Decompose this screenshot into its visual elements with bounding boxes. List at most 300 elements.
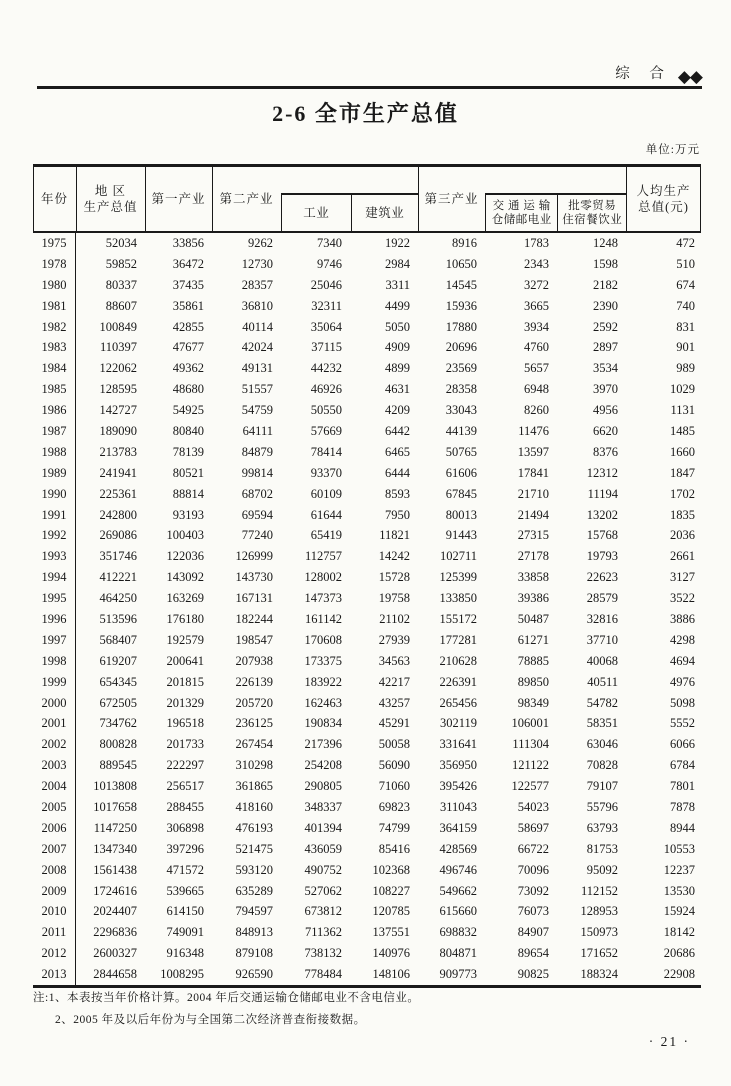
value-cell: 120785 <box>372 904 410 919</box>
value-cell: 241941 <box>99 465 137 480</box>
value-cell: 1347340 <box>93 841 137 856</box>
table-row <box>33 609 701 630</box>
value-cell: 1724616 <box>93 883 137 898</box>
value-cell: 173375 <box>304 653 342 668</box>
value-cell: 99814 <box>241 465 273 480</box>
value-cell: 4760 <box>524 340 549 355</box>
year-cell: 1995 <box>33 588 76 609</box>
value-cell: 128953 <box>580 904 618 919</box>
col-transport-label-1: 交 通 运 输 <box>492 200 551 212</box>
year-cell: 2007 <box>33 839 76 860</box>
value-cell: 926590 <box>235 967 273 982</box>
value-cell: 916348 <box>166 946 204 961</box>
table-header <box>33 164 701 233</box>
table-row <box>33 337 701 358</box>
value-cell: 1008295 <box>160 967 204 982</box>
value-cell: 4209 <box>385 403 410 418</box>
value-cell: 619207 <box>99 653 137 668</box>
table-row <box>33 860 701 881</box>
value-cell: 42855 <box>172 319 204 334</box>
value-cell: 177281 <box>439 632 477 647</box>
value-cell: 2024407 <box>93 904 137 919</box>
year-cell: 2013 <box>33 964 76 985</box>
value-cell: 311043 <box>439 799 477 814</box>
value-cell: 122062 <box>99 361 137 376</box>
value-cell: 804871 <box>439 946 477 961</box>
value-cell: 472 <box>676 235 695 250</box>
value-cell: 749091 <box>166 925 204 940</box>
value-cell: 7801 <box>670 779 695 794</box>
value-cell: 57669 <box>310 423 342 438</box>
table-row <box>33 400 701 421</box>
value-cell: 3934 <box>524 319 549 334</box>
value-cell: 222297 <box>166 758 204 773</box>
value-cell: 28358 <box>445 382 477 397</box>
value-cell: 12312 <box>586 465 618 480</box>
value-cell: 1248 <box>593 235 618 250</box>
value-cell: 738132 <box>304 946 342 961</box>
year-cell: 1984 <box>33 358 76 379</box>
value-cell: 37435 <box>172 277 204 292</box>
value-cell: 593120 <box>235 862 273 877</box>
value-cell: 14545 <box>445 277 477 292</box>
value-cell: 61644 <box>310 507 342 522</box>
value-cell: 59852 <box>105 256 137 271</box>
year-cell: 1982 <box>33 317 76 338</box>
value-cell: 11476 <box>518 423 549 438</box>
value-cell: 54925 <box>172 403 204 418</box>
value-cell: 28579 <box>586 591 618 606</box>
col-primary-label: 第一产业 <box>151 192 206 206</box>
value-cell: 4956 <box>593 403 618 418</box>
table-row <box>33 693 701 714</box>
year-cell: 1991 <box>33 505 76 526</box>
table-row <box>33 755 701 776</box>
value-cell: 7340 <box>317 235 342 250</box>
value-cell: 3534 <box>593 361 618 376</box>
value-cell: 711362 <box>304 925 342 940</box>
value-cell: 40114 <box>242 319 273 334</box>
value-cell: 490752 <box>304 862 342 877</box>
value-cell: 12730 <box>241 256 273 271</box>
value-cell: 2984 <box>385 256 410 271</box>
col-trade <box>557 195 626 231</box>
value-cell: 80013 <box>445 507 477 522</box>
value-cell: 3665 <box>524 298 549 313</box>
value-cell: 8944 <box>670 820 695 835</box>
value-cell: 226391 <box>439 674 477 689</box>
value-cell: 37115 <box>311 340 342 355</box>
col-industry <box>282 195 351 231</box>
value-cell: 112757 <box>304 549 342 564</box>
value-cell: 40068 <box>586 653 618 668</box>
value-cell: 74799 <box>378 820 410 835</box>
header-rule <box>37 86 702 89</box>
value-cell: 112152 <box>580 883 618 898</box>
value-cell: 78139 <box>172 444 204 459</box>
value-cell: 831 <box>676 319 695 334</box>
table-row <box>33 233 701 254</box>
value-cell: 50765 <box>445 444 477 459</box>
value-cell: 15728 <box>378 570 410 585</box>
value-cell: 395426 <box>439 779 477 794</box>
value-cell: 6444 <box>385 465 410 480</box>
value-cell: 6784 <box>670 758 695 773</box>
value-cell: 13202 <box>586 507 618 522</box>
value-cell: 12237 <box>663 862 695 877</box>
value-cell: 614150 <box>166 904 204 919</box>
value-cell: 170608 <box>304 632 342 647</box>
unit-label: 单位:万元 <box>645 144 700 156</box>
value-cell: 418160 <box>235 799 273 814</box>
value-cell: 568407 <box>99 632 137 647</box>
value-cell: 3272 <box>524 277 549 292</box>
value-cell: 2600327 <box>93 946 137 961</box>
value-cell: 42024 <box>241 340 273 355</box>
value-cell: 55796 <box>586 799 618 814</box>
value-cell: 28357 <box>241 277 273 292</box>
value-cell: 1783 <box>524 235 549 250</box>
table-row <box>33 902 701 923</box>
year-cell: 1987 <box>33 421 76 442</box>
col-gdp-label-1: 地 区 <box>94 184 127 198</box>
value-cell: 989 <box>676 361 695 376</box>
value-cell: 225361 <box>99 486 137 501</box>
value-cell: 80840 <box>172 423 204 438</box>
value-cell: 9746 <box>317 256 342 271</box>
value-cell: 2897 <box>593 340 618 355</box>
value-cell: 88607 <box>105 298 137 313</box>
value-cell: 52034 <box>105 235 137 250</box>
value-cell: 11194 <box>587 486 618 501</box>
value-cell: 267454 <box>235 737 273 752</box>
value-cell: 150973 <box>580 925 618 940</box>
col-tertiary-label: 第三产业 <box>424 192 479 206</box>
year-cell: 2000 <box>33 693 76 714</box>
value-cell: 4976 <box>670 674 695 689</box>
value-cell: 35064 <box>310 319 342 334</box>
value-cell: 25046 <box>310 277 342 292</box>
year-cell: 1980 <box>33 275 76 296</box>
year-cell: 2010 <box>33 902 76 923</box>
value-cell: 5098 <box>670 695 695 710</box>
value-cell: 27939 <box>378 632 410 647</box>
value-cell: 106001 <box>511 716 549 731</box>
year-cell: 1981 <box>33 296 76 317</box>
value-cell: 364159 <box>439 820 477 835</box>
value-cell: 9262 <box>248 235 273 250</box>
value-cell: 6442 <box>385 423 410 438</box>
year-cell: 1996 <box>33 609 76 630</box>
value-cell: 513596 <box>99 611 137 626</box>
value-cell: 50487 <box>517 611 549 626</box>
value-cell: 121122 <box>511 758 549 773</box>
table-row <box>33 776 701 797</box>
col-gdp <box>76 167 145 231</box>
value-cell: 102368 <box>372 862 410 877</box>
value-cell: 1485 <box>670 423 695 438</box>
value-cell: 635289 <box>235 883 273 898</box>
value-cell: 102711 <box>439 549 477 564</box>
value-cell: 85416 <box>378 841 410 856</box>
value-cell: 4499 <box>385 298 410 313</box>
value-cell: 66722 <box>517 841 549 856</box>
value-cell: 464250 <box>99 591 137 606</box>
value-cell: 13530 <box>663 883 695 898</box>
value-cell: 33856 <box>172 235 204 250</box>
table-row <box>33 317 701 338</box>
table-row <box>33 421 701 442</box>
value-cell: 128595 <box>99 382 137 397</box>
col-trade-label-1: 批零贸易 <box>568 200 617 212</box>
value-cell: 22908 <box>663 967 695 982</box>
value-cell: 43257 <box>378 695 410 710</box>
value-cell: 148106 <box>372 967 410 982</box>
value-cell: 93370 <box>310 465 342 480</box>
diamond-icons: ◆◆ <box>677 67 702 86</box>
year-cell: 2006 <box>33 818 76 839</box>
value-cell: 122036 <box>166 549 204 564</box>
year-cell: 2012 <box>33 943 76 964</box>
footnotes <box>33 987 693 1031</box>
value-cell: 142727 <box>99 403 137 418</box>
table-row <box>33 275 701 296</box>
value-cell: 81753 <box>586 841 618 856</box>
col-secondary-label: 第二产业 <box>219 192 274 206</box>
value-cell: 190834 <box>304 716 342 731</box>
value-cell: 15768 <box>586 528 618 543</box>
table-row <box>33 964 701 985</box>
section-header <box>615 56 702 86</box>
value-cell: 76073 <box>517 904 549 919</box>
value-cell: 205720 <box>235 695 273 710</box>
value-cell: 49131 <box>241 361 273 376</box>
year-cell: 1985 <box>33 379 76 400</box>
value-cell: 7950 <box>385 507 410 522</box>
year-cell: 1986 <box>33 400 76 421</box>
value-cell: 4909 <box>385 340 410 355</box>
value-cell: 698832 <box>439 925 477 940</box>
value-cell: 19793 <box>586 549 618 564</box>
value-cell: 217396 <box>304 737 342 752</box>
table-row <box>33 797 701 818</box>
year-cell: 1993 <box>33 546 76 567</box>
year-cell: 1989 <box>33 463 76 484</box>
value-cell: 73092 <box>517 883 549 898</box>
value-cell: 302119 <box>439 716 477 731</box>
value-cell: 1598 <box>593 256 618 271</box>
col-year-label: 年份 <box>40 192 68 206</box>
value-cell: 549662 <box>439 883 477 898</box>
value-cell: 879108 <box>235 946 273 961</box>
table-row <box>33 484 701 505</box>
table-body <box>33 233 701 988</box>
table-row <box>33 546 701 567</box>
value-cell: 126999 <box>235 549 273 564</box>
value-cell: 1013808 <box>93 779 137 794</box>
value-cell: 89850 <box>517 674 549 689</box>
value-cell: 4298 <box>670 632 695 647</box>
year-cell: 1997 <box>33 630 76 651</box>
value-cell: 33858 <box>517 570 549 585</box>
value-cell: 306898 <box>166 820 204 835</box>
value-cell: 91443 <box>445 528 477 543</box>
value-cell: 3970 <box>593 382 618 397</box>
value-cell: 93193 <box>172 507 204 522</box>
year-cell: 1988 <box>33 442 76 463</box>
year-cell: 2004 <box>33 776 76 797</box>
col-year <box>33 167 76 231</box>
value-cell: 539665 <box>166 883 204 898</box>
value-cell: 161142 <box>304 611 342 626</box>
value-cell: 79107 <box>586 779 618 794</box>
col-industry-label: 工业 <box>303 206 330 220</box>
value-cell: 128002 <box>304 570 342 585</box>
value-cell: 42217 <box>378 674 410 689</box>
table-row <box>33 254 701 275</box>
value-cell: 412221 <box>99 570 137 585</box>
value-cell: 11821 <box>379 528 410 543</box>
value-cell: 100403 <box>166 528 204 543</box>
col-primary-industry <box>145 167 212 231</box>
value-cell: 137551 <box>372 925 410 940</box>
value-cell: 63046 <box>586 737 618 752</box>
year-cell: 1975 <box>33 233 76 254</box>
value-cell: 36472 <box>172 256 204 271</box>
table-row <box>33 358 701 379</box>
value-cell: 33043 <box>445 403 477 418</box>
value-cell: 189090 <box>99 423 137 438</box>
value-cell: 95092 <box>586 862 618 877</box>
value-cell: 740 <box>676 298 695 313</box>
value-cell: 5050 <box>385 319 410 334</box>
table-row <box>33 296 701 317</box>
value-cell: 2036 <box>670 528 695 543</box>
value-cell: 6066 <box>670 737 695 752</box>
value-cell: 88814 <box>172 486 204 501</box>
table-row <box>33 672 701 693</box>
value-cell: 56090 <box>378 758 410 773</box>
value-cell: 310298 <box>235 758 273 773</box>
value-cell: 54023 <box>517 799 549 814</box>
value-cell: 254208 <box>304 758 342 773</box>
value-cell: 69594 <box>241 507 273 522</box>
table-row <box>33 588 701 609</box>
value-cell: 2661 <box>670 549 695 564</box>
table-row <box>33 922 701 943</box>
table-row <box>33 379 701 400</box>
value-cell: 167131 <box>235 591 273 606</box>
value-cell: 100849 <box>99 319 137 334</box>
value-cell: 143092 <box>166 570 204 585</box>
year-cell: 1978 <box>33 254 76 275</box>
value-cell: 111304 <box>512 737 549 752</box>
year-cell: 1994 <box>33 567 76 588</box>
value-cell: 51557 <box>241 382 273 397</box>
table-row <box>33 567 701 588</box>
value-cell: 196518 <box>166 716 204 731</box>
value-cell: 46926 <box>310 382 342 397</box>
value-cell: 63793 <box>586 820 618 835</box>
value-cell: 27178 <box>517 549 549 564</box>
year-cell: 2011 <box>33 922 76 943</box>
value-cell: 1561438 <box>93 862 137 877</box>
value-cell: 198547 <box>235 632 273 647</box>
value-cell: 140976 <box>372 946 410 961</box>
value-cell: 200641 <box>166 653 204 668</box>
note-line: 2、2005 年及以后年份为与全国第二次经济普查衔接数据。 <box>55 1014 366 1026</box>
table-row <box>33 943 701 964</box>
value-cell: 65419 <box>310 528 342 543</box>
gdp-table <box>33 164 701 988</box>
col-gdp-label-2: 生产总值 <box>83 200 138 214</box>
value-cell: 510 <box>676 256 695 271</box>
value-cell: 17880 <box>445 319 477 334</box>
value-cell: 8260 <box>524 403 549 418</box>
value-cell: 122577 <box>511 779 549 794</box>
value-cell: 20686 <box>663 946 695 961</box>
value-cell: 889545 <box>99 758 137 773</box>
table-row <box>33 630 701 651</box>
value-cell: 89654 <box>517 946 549 961</box>
value-cell: 210628 <box>439 653 477 668</box>
value-cell: 615660 <box>439 904 477 919</box>
value-cell: 1835 <box>670 507 695 522</box>
col-transport <box>486 195 557 231</box>
value-cell: 21710 <box>517 486 549 501</box>
value-cell: 778484 <box>304 967 342 982</box>
value-cell: 213783 <box>99 444 137 459</box>
value-cell: 133850 <box>439 591 477 606</box>
value-cell: 70096 <box>517 862 549 877</box>
value-cell: 22623 <box>586 570 618 585</box>
value-cell: 67845 <box>445 486 477 501</box>
value-cell: 3886 <box>670 611 695 626</box>
value-cell: 527062 <box>304 883 342 898</box>
value-cell: 44232 <box>310 361 342 376</box>
value-cell: 143730 <box>235 570 273 585</box>
value-cell: 848913 <box>235 925 273 940</box>
value-cell: 201733 <box>166 737 204 752</box>
value-cell: 361865 <box>235 779 273 794</box>
table-row <box>33 505 701 526</box>
value-cell: 331641 <box>439 737 477 752</box>
value-cell: 98349 <box>517 695 549 710</box>
value-cell: 182244 <box>235 611 273 626</box>
value-cell: 1702 <box>670 486 695 501</box>
value-cell: 155172 <box>439 611 477 626</box>
value-cell: 15924 <box>663 904 695 919</box>
value-cell: 15936 <box>445 298 477 313</box>
value-cell: 37710 <box>586 632 618 647</box>
value-cell: 17841 <box>517 465 549 480</box>
value-cell: 110397 <box>99 340 137 355</box>
col-construction-label: 建筑业 <box>365 206 405 220</box>
col-per-capita-label-2: 总值(元) <box>638 200 689 214</box>
year-cell: 1999 <box>33 672 76 693</box>
value-cell: 78885 <box>517 653 549 668</box>
value-cell: 351746 <box>99 549 137 564</box>
value-cell: 4631 <box>385 382 410 397</box>
value-cell: 1017658 <box>93 799 137 814</box>
value-cell: 207938 <box>235 653 273 668</box>
value-cell: 163269 <box>166 591 204 606</box>
page-number: · 21 · <box>648 1034 690 1049</box>
year-cell: 1990 <box>33 484 76 505</box>
value-cell: 265456 <box>439 695 477 710</box>
value-cell: 13597 <box>517 444 549 459</box>
value-cell: 61606 <box>445 465 477 480</box>
